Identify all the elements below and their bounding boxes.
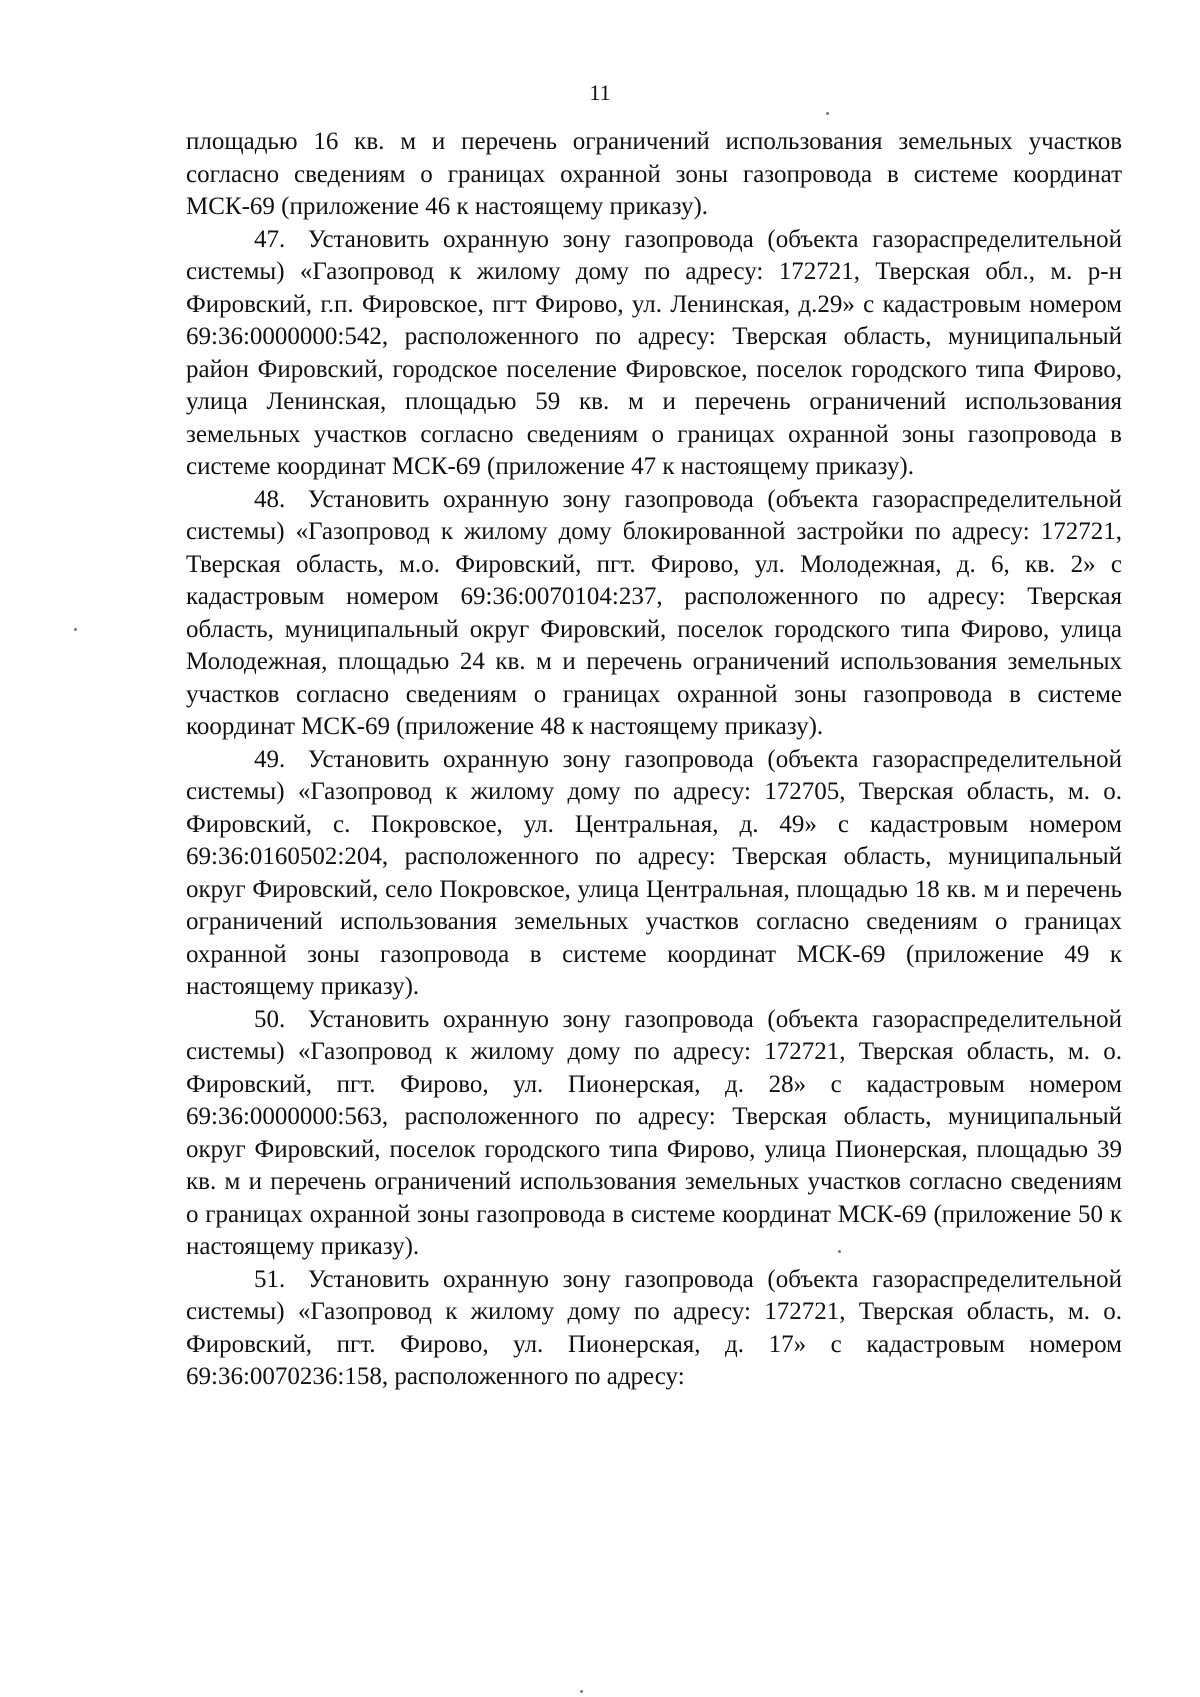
paragraph-continuation	[186, 126, 1122, 224]
paragraph-item-48	[186, 484, 1122, 744]
scan-speck	[580, 1690, 583, 1693]
paragraph-text: площадью 16 кв. м и перечень ограничений использования земельных участков согласно сведениям о границах охранной зоны газопровода в системе координат МСК-69 (приложение 46 к настоящему приказу).	[186, 128, 1122, 220]
scan-speck	[826, 112, 829, 115]
paragraph-number: 49.	[254, 745, 286, 773]
paragraph-text: Установить охранную зону газопровода (объекта газораспределительной системы) «Газопровод к жилому дому по адресу: 172721, Тверская область, м. о. Фировский, пгт. Фирово, ул. Пионерская, д. 17» с кадастровым номером 69:36:0070236:158, расположенного по адресу:	[186, 1265, 1122, 1390]
paragraph-number: 47.	[254, 225, 286, 253]
paragraph-item-49	[186, 744, 1122, 1004]
scan-speck	[838, 1250, 841, 1253]
paragraph-number: 50.	[254, 1005, 286, 1033]
scan-speck	[74, 628, 77, 631]
paragraph-text: Установить охранную зону газопровода (объекта газораспределительной системы) «Газопровод к жилому дому блокированной застройки по адресу: 172721, Тверская область, м.о. Фировский, пгт. Фирово, ул. Молодежная, д. 6, кв. 2» с кадастровым номером 69:36:0070104:237, расположенного по адресу: Тверская область, муниципальный округ Фировский, поселок городского типа Фирово, улица Молодежная, площадью 24 кв. м и перечень ограничений использования земельных участков согласно сведениям о границах охранной зоны газопровода в системе координат МСК-69 (приложение 48 к настоящему приказу).	[186, 485, 1122, 740]
paragraph-item-50	[186, 1004, 1122, 1264]
page-number: 11	[589, 80, 611, 105]
document-body	[186, 126, 1122, 1394]
paragraph-text: Установить охранную зону газопровода (объекта газораспределительной системы) «Газопровод к жилому дому по адресу: 172721, Тверская область, м. о. Фировский, пгт. Фирово, ул. Пионерская, д. 28» с кадастровым номером 69:36:0000000:563, расположенного по адресу: Тверская область, муниципальный округ Фировский, поселок городского типа Фирово, улица Пионерская, площадью 39 кв. м и перечень ограничений использования земельных участков согласно сведениям о границах охранной зоны газопровода в системе координат МСК-69 (приложение 50 к настоящему приказу).	[186, 1005, 1122, 1260]
paragraph-number: 48.	[254, 485, 286, 513]
paragraph-text: Установить охранную зону газопровода (объекта газораспределительной системы) «Газопровод к жилому дому по адресу: 172705, Тверская область, м. о. Фировский, с. Покровское, ул. Центральная, д. 49» с кадастровым номером 69:36:0160502:204, расположенного по адресу: Тверская область, муниципальный округ Фировский, село Покровское, улица Центральная, площадью 18 кв. м и перечень ограничений использования земельных участков согласно сведениям о границах охранной зоны газопровода в системе координат МСК-69 (приложение 49 к настоящему приказу).	[186, 745, 1122, 1000]
paragraph-number: 51.	[254, 1265, 286, 1293]
paragraph-item-51	[186, 1264, 1122, 1394]
paragraph-item-47	[186, 224, 1122, 484]
paragraph-text: Установить охранную зону газопровода (объекта газораспределительной системы) «Газопровод к жилому дому по адресу: 172721, Тверская обл., м. р-н Фировский, г.п. Фировское, пгт Фирово, ул. Ленинская, д.29» с кадастровым номером 69:36:0000000:542, расположенного по адресу: Тверская область, муниципальный район Фировский, городское поселение Фировское, поселок городского типа Фирово, улица Ленинская, площадью 59 кв. м и перечень ограничений использования земельных участков согласно сведениям о границах охранной зоны газопровода в системе координат МСК-69 (приложение 47 к настоящему приказу).	[186, 225, 1122, 480]
